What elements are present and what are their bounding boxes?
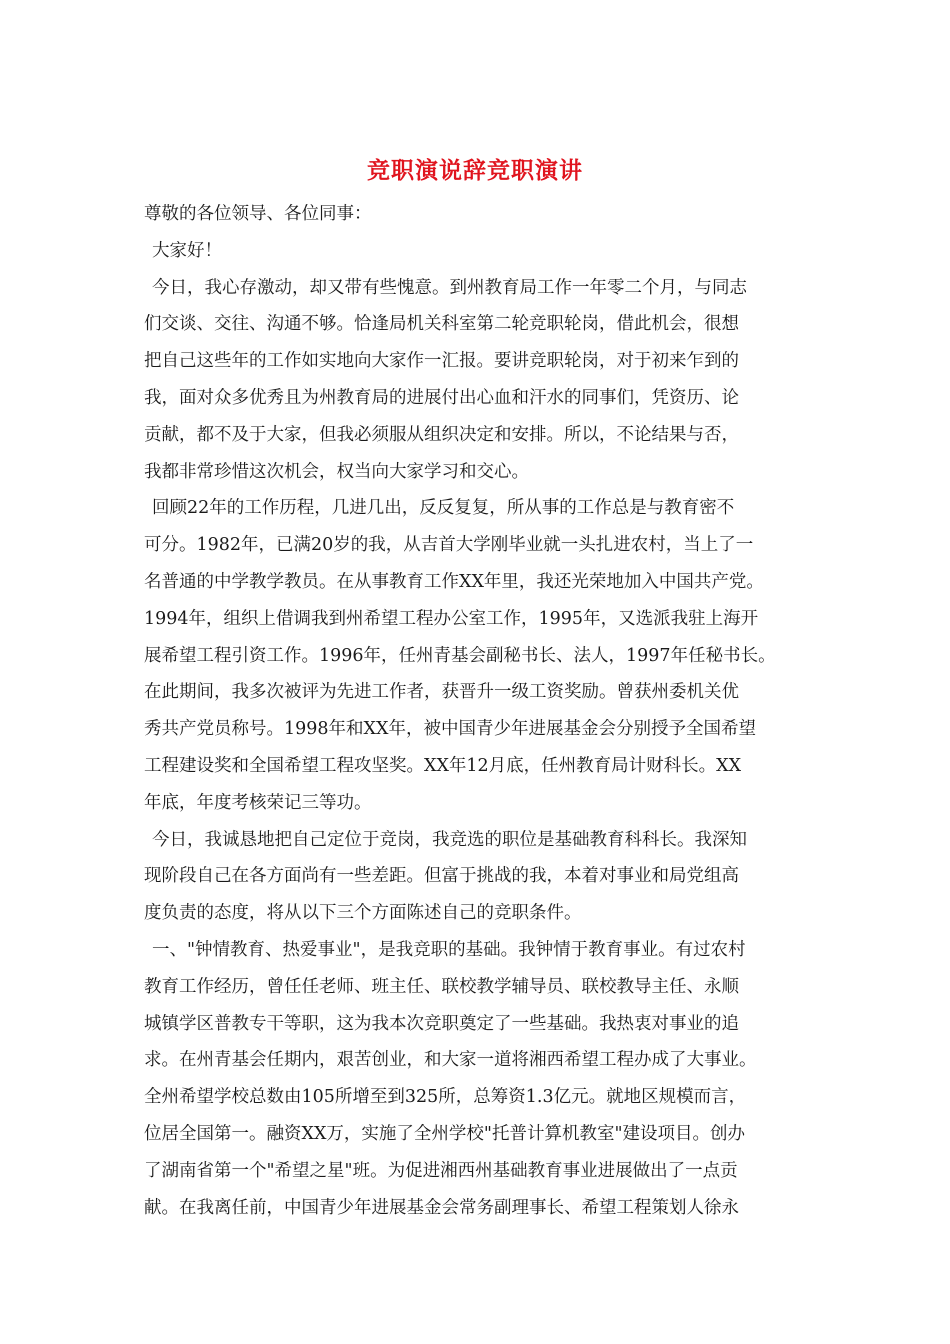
text-line: 献。在我离任前，中国青少年进展基金会常务副理事长、希望工程策划人徐永 (144, 1197, 739, 1218)
text-line: 把自己这些年的工作如实地向大家作一汇报。要讲竞职轮岗，对于初来乍到的 (144, 351, 739, 372)
text-line: 城镇学区普教专干等职，这为我本次竞职奠定了一些基础。我热衷对事业的追 (144, 1013, 739, 1034)
text-line: 们交谈、交往、沟通不够。恰逢局机关科室第二轮竞职轮岗，借此机会，很想 (144, 314, 739, 335)
text-line: 工程建设奖和全国希望工程攻坚奖。XX年12月底，任州教育局计财科长。XX (144, 755, 742, 776)
text-line: 今日，我心存激动，却又带有些愧意。到州教育局工作一年零二个月，与同志 (152, 277, 747, 298)
text-line: 展希望工程引资工作。1996年，任州青基会副秘书长、法人，1997年任秘书长。 (144, 645, 776, 666)
text-line: 我都非常珍惜这次机会，权当向大家学习和交心。 (144, 461, 529, 482)
text-line: 一、"钟情教育、热爱事业"，是我竞职的基础。我钟情于教育事业。有过农村 (152, 939, 746, 960)
document-title: 竞职演说辞竞职演讲 (367, 157, 583, 184)
text-line: 度负责的态度，将从以下三个方面陈述自己的竞职条件。 (144, 903, 582, 924)
text-line: 年底，年度考核荣记三等功。 (144, 792, 372, 813)
text-line: 尊敬的各位领导、各位同事： (144, 204, 372, 224)
text-line: 全州希望学校总数由105所增至到325所，总筹资1.3亿元。就地区规模而言， (144, 1087, 747, 1108)
text-line: 可分。1982年，已满20岁的我，从吉首大学刚毕业就一头扎进农村，当上了一 (144, 535, 754, 556)
text-line: 贡献，都不及于大家，但我必须服从组织决定和安排。所以，不论结果与否， (144, 424, 739, 445)
text-line: 在此期间，我多次被评为先进工作者，获晋升一级工资奖励。曾获州委机关优 (144, 682, 739, 703)
text-line: 今日，我诚恳地把自己定位于竞岗，我竞选的职位是基础教育科科长。我深知 (152, 829, 747, 850)
text-line: 名普通的中学教学教员。在从事教育工作XX年里，我还光荣地加入中国共产党。 (144, 571, 764, 592)
text-line: 现阶段自己在各方面尚有一些差距。但富于挑战的我，本着对事业和局党组高 (144, 866, 739, 887)
text-line: 我，面对众多优秀且为州教育局的进展付出心血和汗水的同事们，凭资历、论 (144, 387, 739, 408)
text-line: 1994年，组织上借调我到州希望工程办公室工作，1995年，又选派我驻上海开 (144, 608, 759, 629)
text-line: 秀共产党员称号。1998年和XX年，被中国青少年进展基金会分别授予全国希望 (144, 719, 756, 740)
text-line: 教育工作经历，曾任任老师、班主任、联校教学辅导员、联校教导主任、永顺 (144, 976, 739, 997)
document-body (144, 196, 824, 1226)
text-line: 求。在州青基会任期内，艰苦创业，和大家一道将湘西希望工程办成了大事业。 (144, 1050, 757, 1071)
text-line: 回顾22年的工作历程，几进几出，反反复复，所从事的工作总是与教育密不 (152, 498, 735, 519)
text-line: 大家好！ (152, 240, 222, 261)
text-line: 了湖南省第一个"希望之星"班。为促进湘西州基础教育事业进展做出了一点贡 (144, 1160, 738, 1181)
text-line: 位居全国第一。融资XX万，实施了全州学校"托普计算机教室"建设项目。创办 (144, 1123, 746, 1144)
